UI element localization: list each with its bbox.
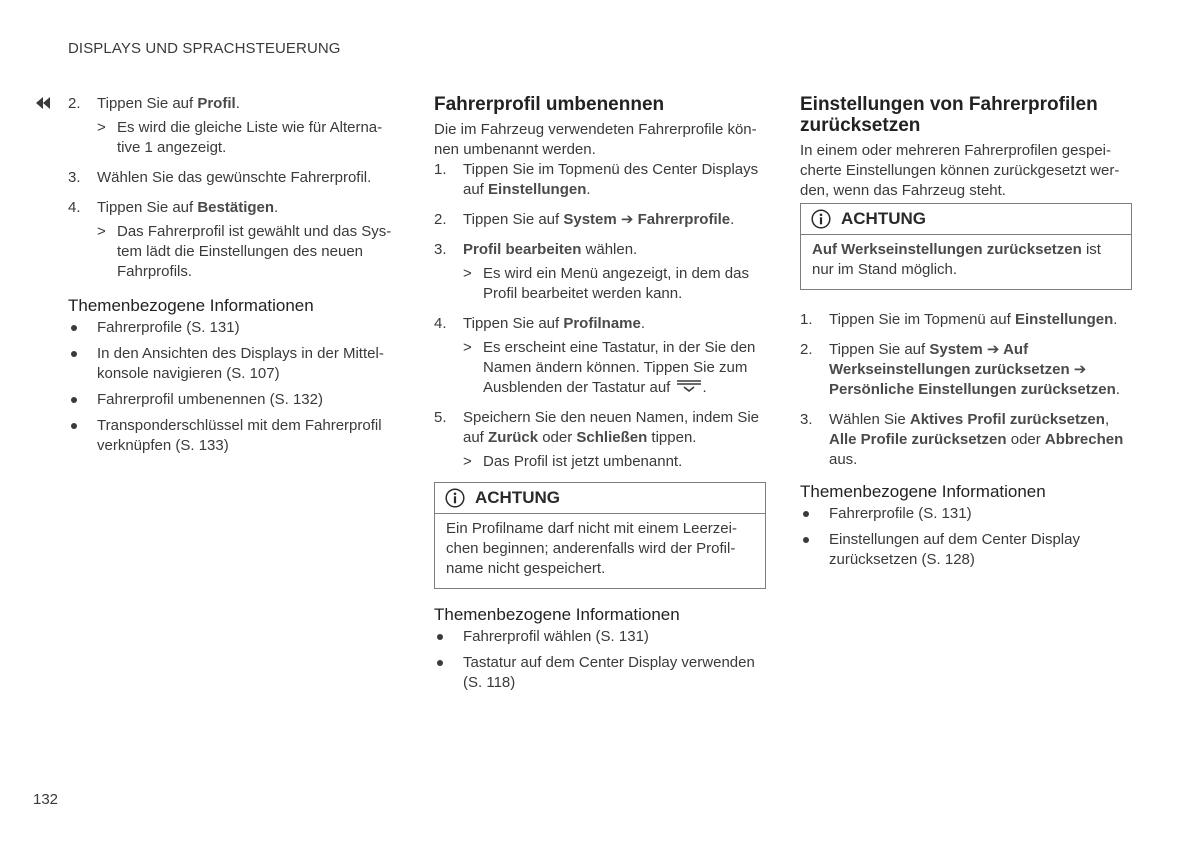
info-circle-icon (445, 488, 465, 508)
related-info-heading: Themenbezogene Informationen (800, 482, 1046, 501)
running-header: DISPLAYS UND SPRACHSTEUERUNG (68, 40, 341, 57)
previous-page-icon (35, 97, 51, 109)
step-result: > Das Profil ist jetzt umbenannt. (463, 453, 683, 470)
ui-term-einstellungen: Einstellungen (1014, 311, 1114, 328)
section-title: Einstellungen von Fahrerprofilen zurücksetzen (800, 94, 1098, 136)
caution-text: Auf Werkseinstellungen zurücksetzen ist nur im Stand möglich. (812, 241, 1101, 278)
ui-term-profilname: Profilname (563, 315, 641, 332)
related-link[interactable]: Fahrerprofil umbenennen (S. 132) (68, 390, 398, 410)
step-result: > Es wird die gleiche Liste wie für Alternative 1 angezeigt. (97, 119, 383, 156)
step-2: 2. Tippen Sie auf System ➔ Auf Werkseinstellungen zurücksetzen ➔ Persönliche Einstellungen zurücksetzen. (800, 341, 1120, 398)
arrow-right-icon: ➔ (1069, 361, 1087, 378)
ui-term-einstellungen: Einstellungen (488, 181, 587, 198)
section-title: Fahrerprofil umbenennen (434, 94, 665, 115)
ui-term-alle-profile: Alle Profile zurücksetzen (829, 431, 1007, 448)
ui-term-profil-bearbeiten: Profil bearbeiten (463, 241, 582, 258)
step-1: 1. Tippen Sie im Topmenü auf Einstellungen. (800, 311, 1118, 328)
related-link[interactable]: Fahrerprofile (S. 131) (800, 504, 1132, 524)
column-right (800, 94, 1132, 576)
arrow-right-icon: ➔ (616, 211, 638, 228)
caution-box (434, 482, 766, 589)
ui-term-system: System (929, 341, 983, 358)
ui-term-abbrechen: Abbrechen (1044, 431, 1124, 448)
arrow-right-icon: ➔ (982, 341, 1004, 358)
column-middle (434, 94, 766, 699)
page-number: 132 (33, 791, 59, 808)
step-3: 3. Wählen Sie Aktives Profil zurücksetzen, Alle Profile zurücksetzen oder Abbrechen aus. (800, 411, 1124, 468)
ui-term-aktives-profil: Aktives Profil zurücksetzen (909, 411, 1105, 428)
caution-title: ACHTUNG (475, 488, 560, 507)
keyboard-hide-icon (675, 379, 703, 393)
ui-term-bestaetigen: Bestätigen (197, 199, 275, 216)
step-4: 4. Tippen Sie auf Profilname. > Es erscheint eine Tastatur, in der Sie den Namen ändern können. Tippen Sie zum Ausblenden der Tastatur auf . (434, 314, 766, 398)
related-info-heading: Themenbezogene Informationen (68, 296, 314, 315)
step-3: 3. Wählen Sie das gewünschte Fahrerprofil. (68, 169, 372, 186)
ui-term-system: System (563, 211, 617, 228)
related-link[interactable]: In den Ansichten des Displays in der Mittelkonsole navigieren (S. 107) (68, 344, 398, 384)
ui-term-fahrerprofile: Fahrerprofile (637, 211, 731, 228)
related-link[interactable]: Tastatur auf dem Center Display verwenden (S. 118) (434, 653, 766, 693)
step-result: > Das Fahrerprofil ist gewählt und das System lädt die Einstellungen des neuen Fahrprofils. (97, 223, 392, 280)
related-info-heading: Themenbezogene Informationen (434, 605, 680, 624)
step-5: 5. Speichern Sie den neuen Namen, indem Sie auf Zurück oder Schließen tippen. > Das Profil ist jetzt umbenannt. (434, 408, 766, 472)
step-3: 3. Profil bearbeiten wählen. > Es wird ein Menü angezeigt, in dem das Profil bearbeitet werden kann. (434, 240, 766, 304)
ui-term-werkseinstellungen: Auf Werkseinstellungen zurücksetzen (829, 341, 1070, 378)
section-intro: In einem oder mehreren Fahrerprofilen gespeicherte Einstellungen können zurückgesetzt werden, wenn das Fahrzeug steht. (800, 142, 1120, 199)
related-link[interactable]: Fahrerprofile (S. 131) (68, 318, 398, 338)
related-link[interactable]: Transponderschlüssel mit dem Fahrerprofil verknüpfen (S. 133) (68, 416, 398, 456)
column-left (68, 94, 398, 462)
ui-term-persoenliche-einstellungen: Persönliche Einstellungen zurücksetzen (829, 381, 1116, 398)
caution-title: ACHTUNG (841, 209, 926, 228)
step-4: 4. Tippen Sie auf Bestätigen. > Das Fahrerprofil ist gewählt und das System lädt die Einstellungen des neuen Fahrprofils. (68, 198, 398, 282)
ui-term-zurueck: Zurück (488, 429, 539, 446)
ui-term-werkseinstellungen: Auf Werkseinstellungen zurücksetzen (812, 241, 1082, 258)
ui-term-profil: Profil (197, 95, 236, 112)
info-circle-icon (811, 209, 831, 229)
step-1: 1. Tippen Sie im Topmenü des Center Displays auf Einstellungen. (434, 161, 759, 198)
caution-box (800, 203, 1132, 290)
step-2: 2. Tippen Sie auf System ➔ Fahrerprofile. (434, 211, 735, 228)
step-result: > Es erscheint eine Tastatur, in der Sie den Namen ändern können. Tippen Sie zum Ausblenden der Tastatur auf . (463, 339, 756, 396)
step-2: 2. Tippen Sie auf Profil. > Es wird die gleiche Liste wie für Alternative 1 angezeigt. (68, 94, 398, 158)
section-intro: Die im Fahrzeug verwendeten Fahrerprofile können umbenannt werden. (434, 121, 757, 158)
related-link[interactable]: Einstellungen auf dem Center Display zurücksetzen (S. 128) (800, 530, 1132, 570)
related-link[interactable]: Fahrerprofil wählen (S. 131) (434, 627, 766, 647)
ui-term-schliessen: Schließen (576, 429, 648, 446)
caution-text: Ein Profilname darf nicht mit einem Leerzeichen beginnen; anderenfalls wird der Profilname nicht gespeichert. (446, 520, 737, 577)
step-result: > Es wird ein Menü angezeigt, in dem das Profil bearbeitet werden kann. (463, 265, 749, 302)
